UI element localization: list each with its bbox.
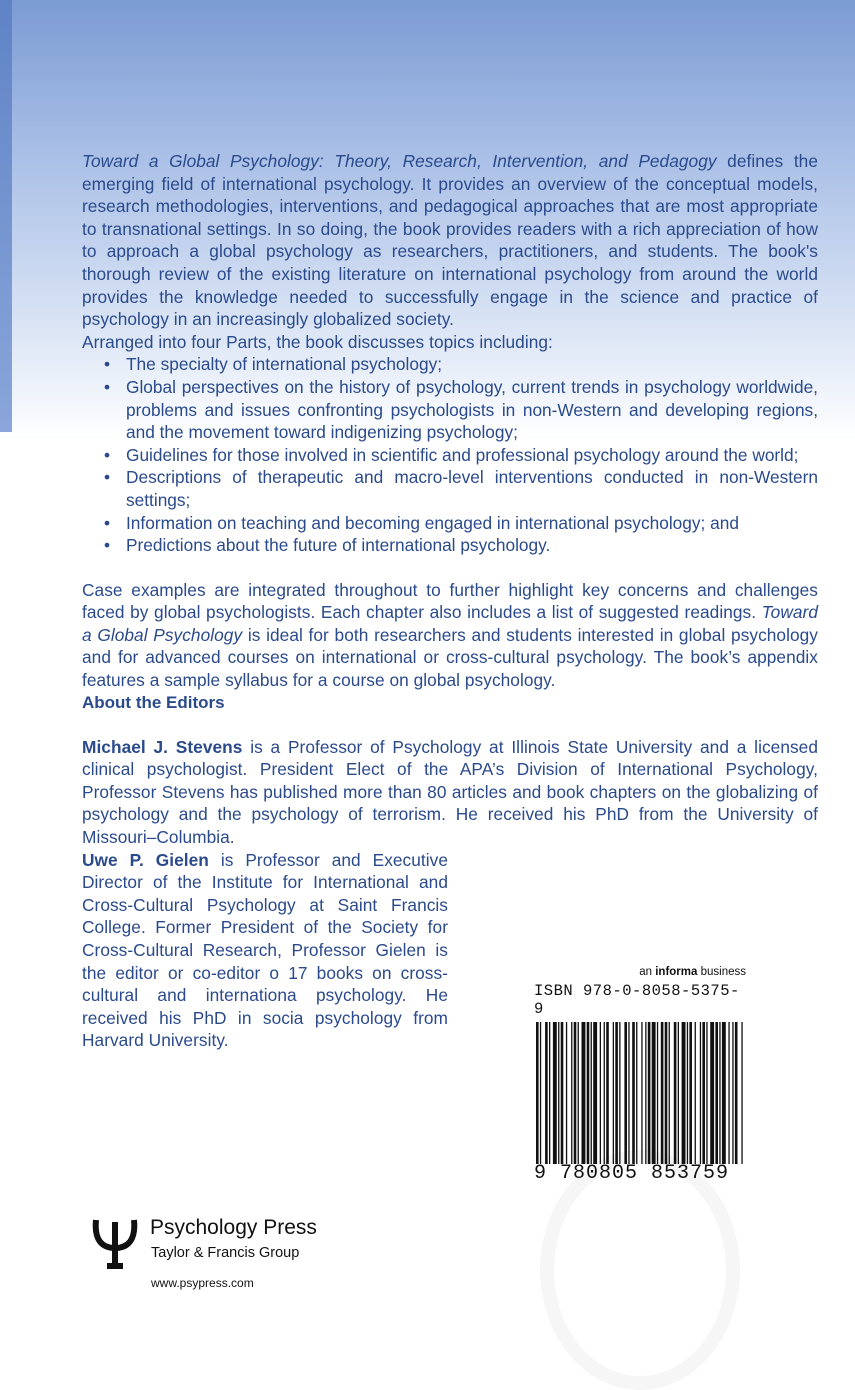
barcode-bar (628, 1022, 629, 1164)
barcode-bar (536, 1022, 539, 1164)
left-accent-strip (0, 0, 12, 432)
list-item: • Guidelines for those involved in scientific and professional psychology around the world; (104, 444, 799, 465)
barcode-bar (591, 1022, 592, 1164)
barcode-bar (710, 1022, 714, 1164)
barcode-bar (582, 1022, 586, 1164)
list-item: • Descriptions of therapeutic and macro-level interventions conducted in non-Western settings; (104, 467, 818, 510)
barcode-bar (689, 1022, 692, 1164)
barcode-bar (549, 1022, 550, 1164)
barcode-bar (735, 1022, 738, 1164)
arranged-paragraph: Arranged into four Parts, the book discusses topics including: (82, 331, 553, 352)
barcode-bar (641, 1022, 642, 1164)
barcode-bar (600, 1022, 601, 1164)
bullet-icon: • (104, 535, 111, 556)
barcode-bar (624, 1022, 627, 1164)
book-title-italic: Toward a Global Psychology (82, 602, 818, 645)
barcode-bar (665, 1022, 668, 1164)
list-item: • Global perspectives on the history of psychology, current trends in psychology worldwide, problems and issues confronting psychologists in non-Western and developing regions, and the movement toward indigenizing psychology; (104, 376, 818, 443)
list-item: • Information on teaching and becoming engaged in international psychology; and (104, 512, 739, 533)
barcode-bar (661, 1022, 664, 1164)
book-title-italic: Toward a Global Psychology: Theory, Research, Intervention, and Pedagogy (82, 151, 717, 171)
barcode-bar (561, 1022, 564, 1164)
publisher-url: www.psypress.com (151, 1276, 254, 1290)
barcode-bar (558, 1022, 559, 1164)
bullet-icon: • (104, 467, 111, 488)
barcode-bar (604, 1022, 605, 1164)
barcode-bar (719, 1022, 720, 1164)
barcode-bar (632, 1022, 635, 1164)
barcode-bar (636, 1022, 637, 1164)
barcode-bar (706, 1022, 707, 1164)
stevens-bio: Michael J. Stevens is a Professor of Psychology at Illinois State University and a licensed clinical psychologist. President Elect of the APA’s Division of International Psychology, Professor Stevens has published more than 80 articles and book chapters on the globalizing of psychology and the psychology of terrorism. He received his PhD from the University of Missouri–Columbia. (82, 736, 818, 848)
barcode-bar (574, 1022, 577, 1164)
barcode-bar (613, 1022, 614, 1164)
barcode-bar (700, 1022, 701, 1164)
barcode-bar (593, 1022, 597, 1164)
barcode-bar (702, 1022, 705, 1164)
barcode-bar (615, 1022, 618, 1164)
bullet-icon: • (104, 376, 111, 397)
barcode-bar (540, 1022, 541, 1164)
barcode-bar (566, 1022, 567, 1164)
editor-name: Uwe P. Gielen (82, 849, 209, 870)
barcode-bar (728, 1022, 729, 1164)
barcode-bar (687, 1022, 688, 1164)
barcode-bar (695, 1022, 696, 1164)
barcode-bar (619, 1022, 620, 1164)
case-paragraph: Case examples are integrated throughout to further highlight key concerns and challenges faced by global psychologists. Each chapter also includes a list of suggested readings. Toward a Global Psychology is ideal for both researchers and students interested in global psychology and for advanced courses on international or cross-cultural psychology. The book’s appendix features a sample syllabus for a course on global psychology. (82, 579, 818, 691)
barcode-bar (669, 1022, 670, 1164)
bullet-icon: • (104, 512, 111, 533)
intro-text: defines the emerging field of international psychology. It provides an overview of the conceptual models, research methodologies, interventions, and pedagogical approaches that are most appropriate to transnational settings. In so doing, the book provides readers with a rich appreciation of how to approach a global psychology as researchers, practitioners, and students. The book's thorough review of the existing literature on international psychology from around the world provides the knowledge needed to successfully engage in the science and practice of psychology in an increasingly globalized society. (82, 151, 818, 330)
barcode-block (534, 966, 746, 1185)
informa-label: an informa business (639, 966, 746, 978)
list-item: • The specialty of international psychology; (104, 354, 443, 375)
editor-name: Michael J. Stevens (82, 736, 243, 757)
about-editors-heading: About the Editors (82, 692, 225, 712)
barcode-bar (606, 1022, 609, 1164)
barcode-bar (715, 1022, 718, 1164)
publisher-block (88, 1214, 388, 1294)
barcode-bar (648, 1022, 651, 1164)
barcode-digits: 9 780805 853759 (534, 1162, 730, 1185)
bullet-icon: • (104, 354, 111, 375)
barcode-image (534, 1022, 746, 1164)
psi-logo-icon (88, 1214, 144, 1270)
gielen-bio: Uwe P. Gielen is Professor and Executive Director of the Institute for International and Cross-Cultural Psychology at Saint Francis College. Former President of the Society for Cross-Cultural Research, Professor Gielen is the editor or co-editor o 17 books on cross-cultural and internationa psychology. He received his PhD in socia psychology from Harvard University. (82, 849, 448, 1051)
barcode-bar (722, 1022, 726, 1164)
barcode-bar (553, 1022, 557, 1164)
barcode-bar (587, 1022, 590, 1164)
topics-list (104, 353, 818, 556)
barcode-bar (578, 1022, 579, 1164)
barcode-bar (682, 1022, 686, 1164)
barcode-bar (657, 1022, 658, 1164)
barcode-bar (652, 1022, 656, 1164)
isbn-text: ISBN 978-0-8058-5375-9 (534, 982, 740, 1018)
barcode-bar (571, 1022, 572, 1164)
back-cover-text (82, 150, 818, 1052)
publisher-name: Psychology Press (150, 1216, 317, 1239)
barcode-bar (645, 1022, 646, 1164)
barcode-bar (741, 1022, 742, 1164)
barcode-bar (674, 1022, 677, 1164)
barcode-bar (732, 1022, 733, 1164)
publisher-group: Taylor & Francis Group (151, 1245, 300, 1261)
barcode-bar (545, 1022, 548, 1164)
barcode-bar (678, 1022, 679, 1164)
intro-paragraph (82, 150, 818, 331)
list-item: • Predictions about the future of international psychology. (104, 535, 551, 556)
decorative-circle (540, 1150, 740, 1390)
bullet-icon: • (104, 444, 111, 465)
